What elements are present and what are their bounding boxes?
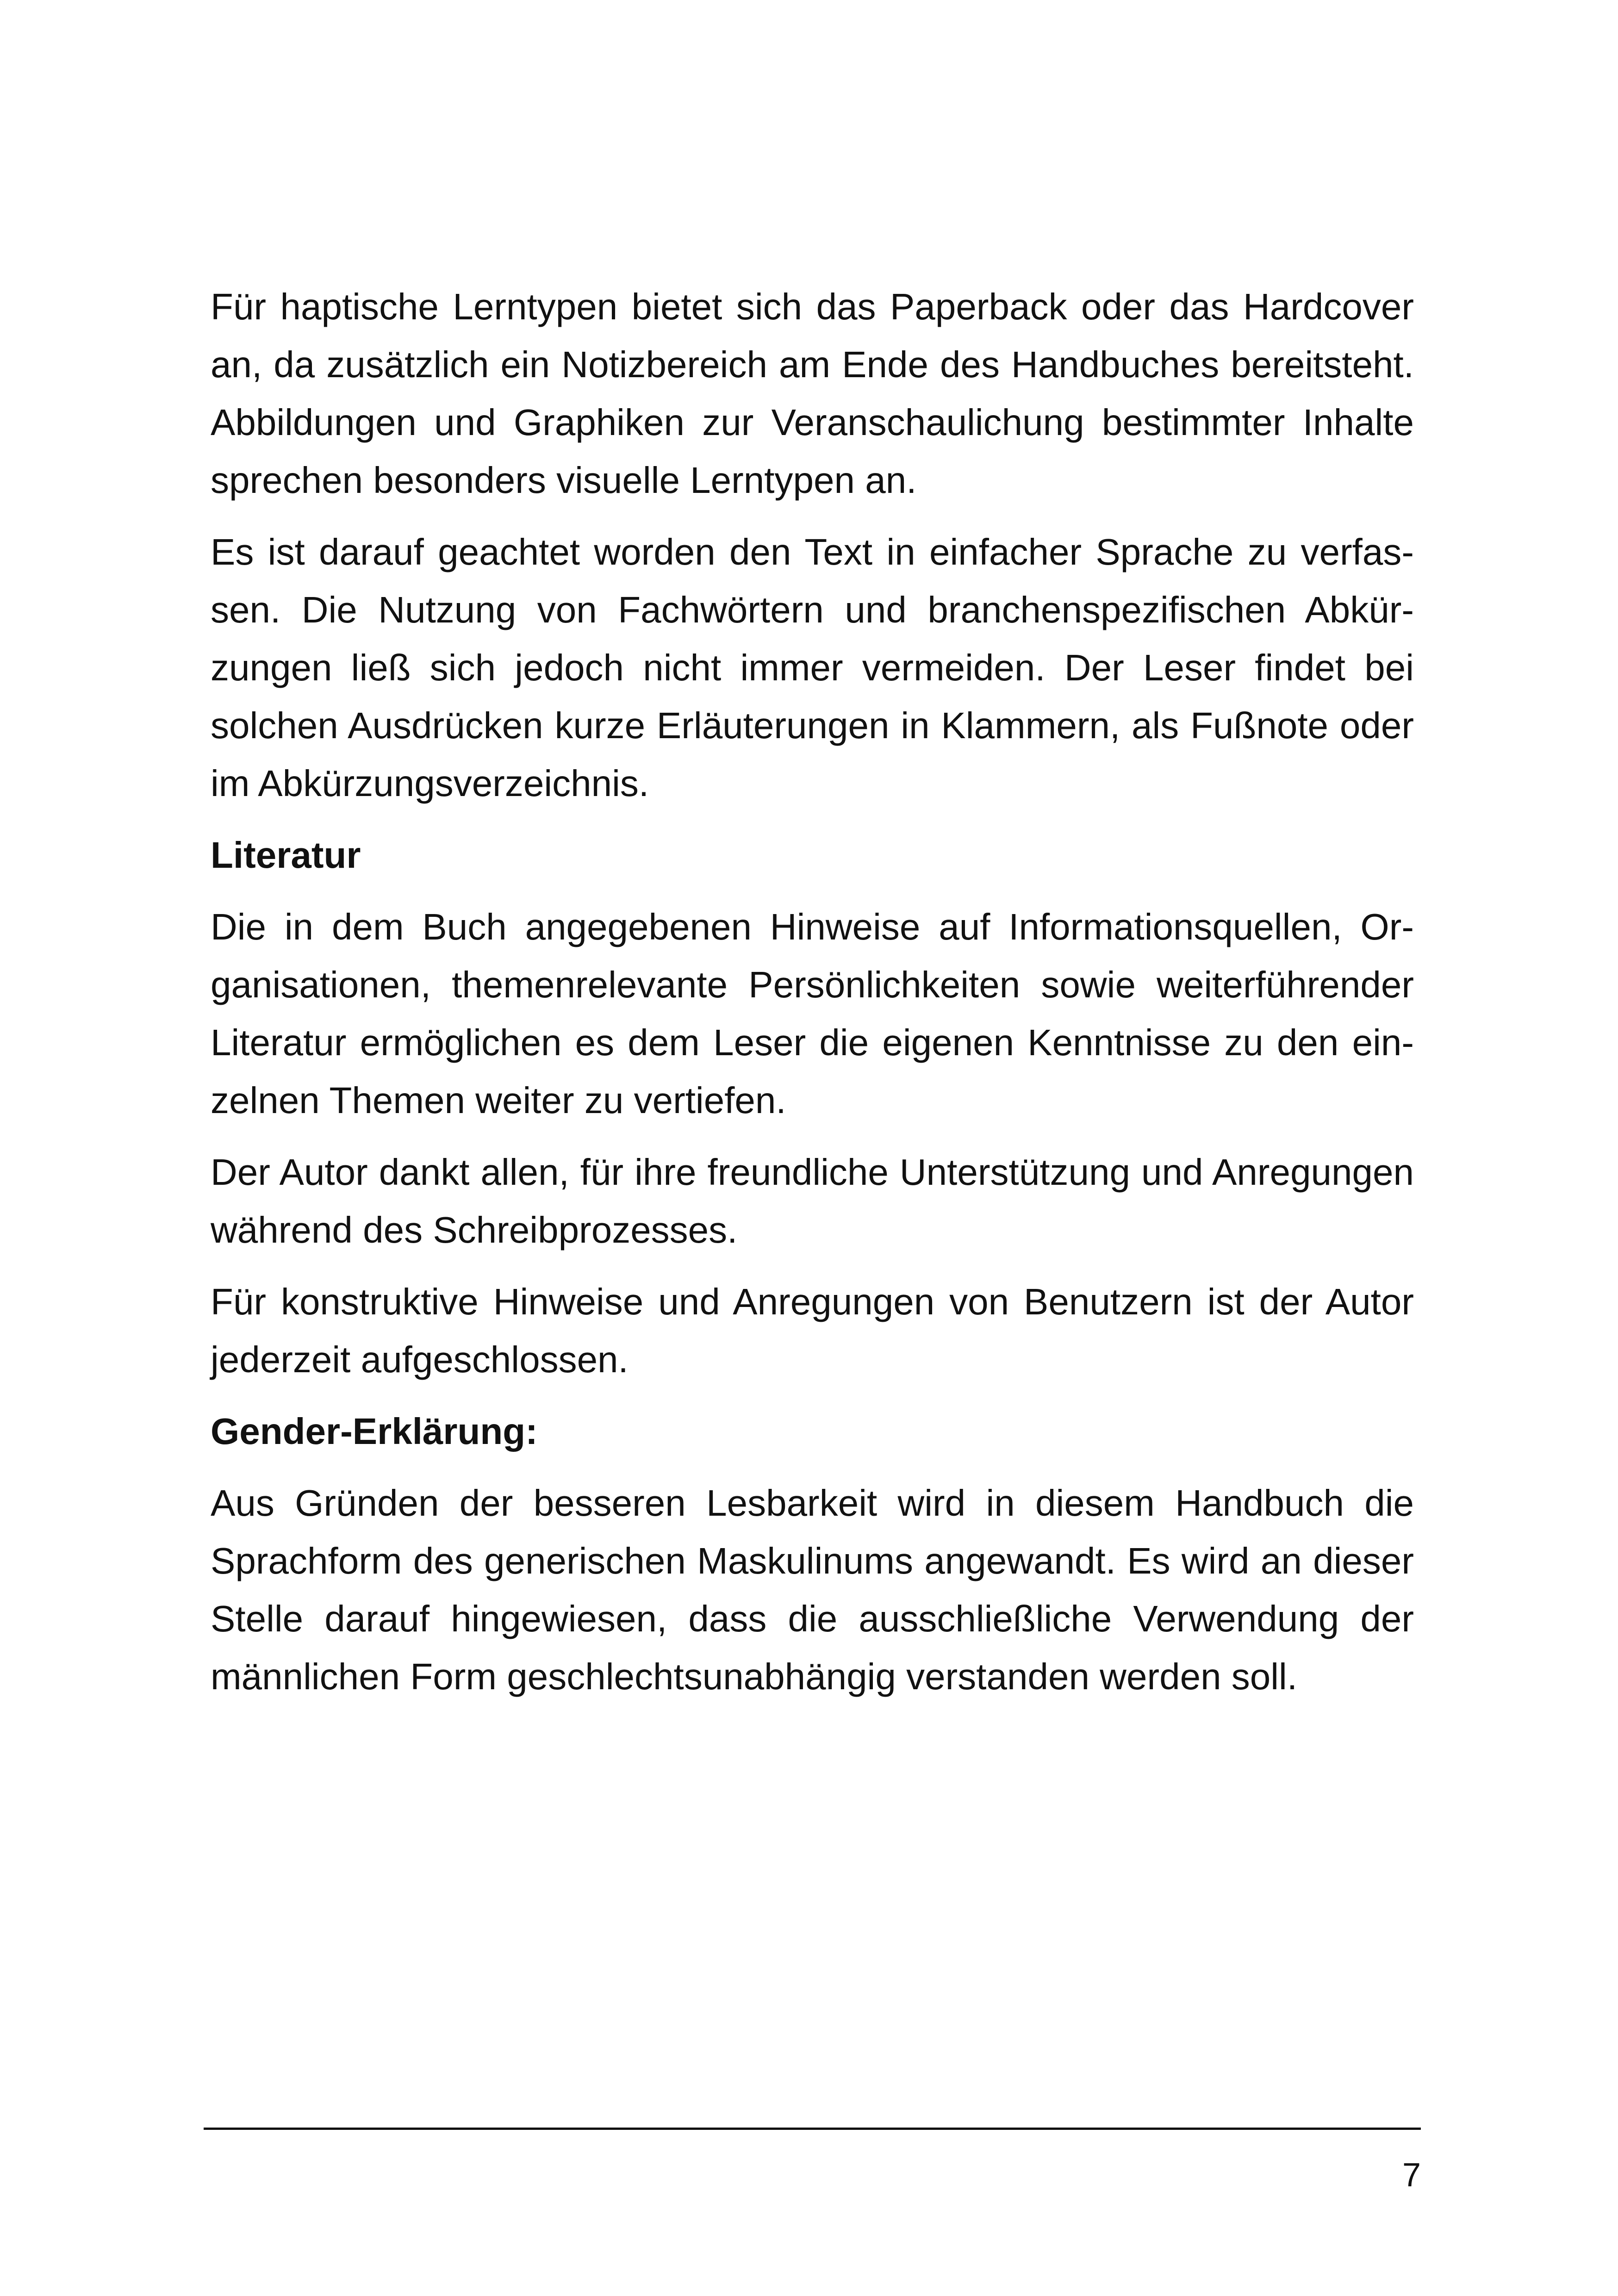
paragraph-author-thanks: Der Autor dankt allen, für ihre freundliche Unterstützung und Anregungen während des Schreibprozesses. xyxy=(211,1151,1414,1251)
paragraph-haptic-learners: Für haptische Lerntypen bietet sich das Paperback oder das Hardcover an, da zusätzlich ein Notizbereich am Ende des Handbuches bereitsteht. Abbildungen und Graphiken zur Veranschaulichung bestimmter Inhalte sprechen besonders visuelle Lerntypen an. xyxy=(211,286,1414,501)
page-body xyxy=(211,278,1414,1719)
paragraph-feedback: Für konstruktive Hinweise und Anregungen von Benutzern ist der Autor jederzeit aufgeschlossen. xyxy=(211,1281,1414,1380)
footer-divider xyxy=(204,2128,1421,2130)
paragraph-simple-language: Es ist darauf geachtet worden den Text in einfacher Sprache zu verfassen. Die Nutzung von Fachwörtern und branchenspezifischen Abkürzungen ließ sich jedoch nicht immer vermeiden. Der Leser findet bei solchen Ausdrücken kurze Erläuterungen in Klammern, als Fußnote oder im Abkürzungsverzeichnis. xyxy=(211,531,1414,804)
paragraph-gender-statement: Aus Gründen der besseren Lesbarkeit wird in diesem Handbuch die Sprachform des generischen Maskulinums angewandt. Es wird an dieser Stelle darauf hingewiesen, dass die ausschließliche Verwendung der männlichen Form geschlechtsunabhängig verstanden werden soll. xyxy=(211,1482,1414,1697)
page-number: 7 xyxy=(1402,2157,1421,2194)
heading-literatur: Literatur xyxy=(211,834,361,876)
heading-gender-statement: Gender-Erklärung: xyxy=(211,1411,538,1452)
paragraph-literature-notes: Die in dem Buch angegebenen Hinweise auf Informationsquellen, Organisationen, themenrelevante Persönlichkeiten sowie weiterführender Literatur ermöglichen es dem Leser die eigenen Kenntnisse zu den einzelnen Themen weiter zu vertiefen. xyxy=(211,906,1414,1121)
